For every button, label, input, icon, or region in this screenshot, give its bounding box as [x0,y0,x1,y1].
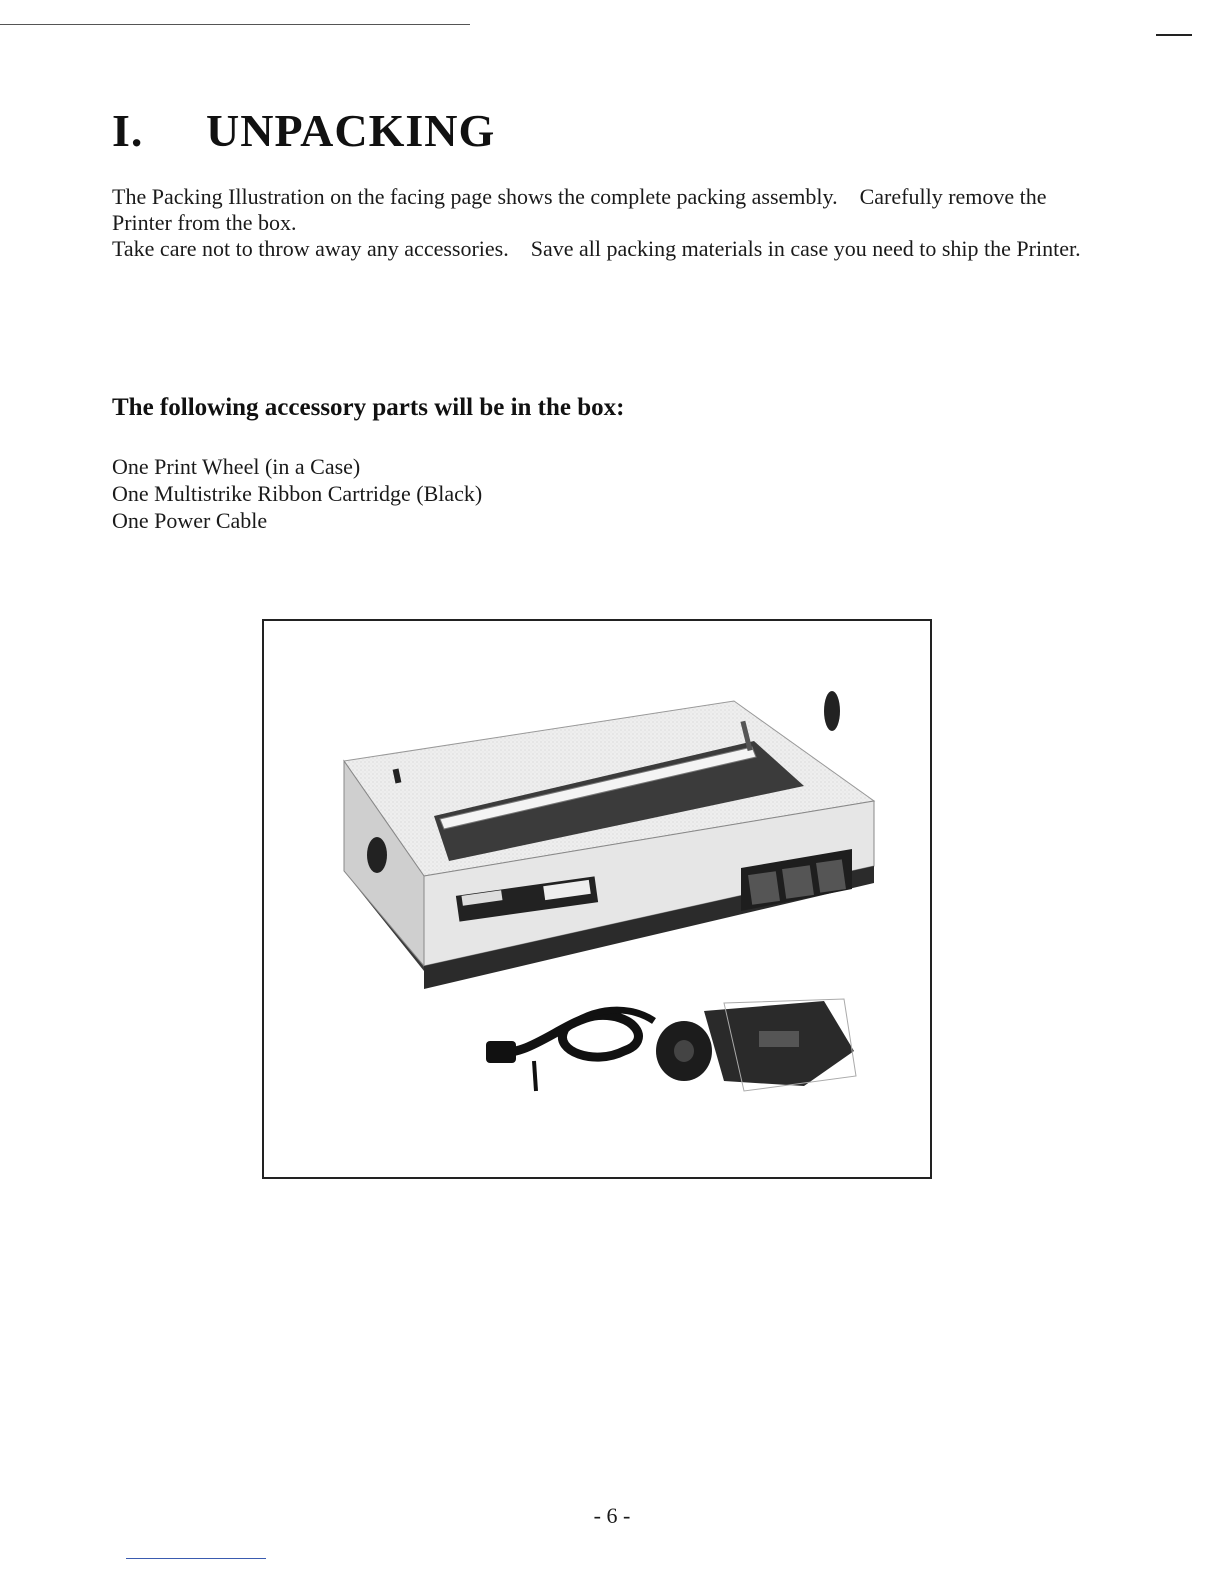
scan-artifact-mark [1156,34,1192,36]
page-number: - 6 - [593,1503,631,1528]
scan-artifact-line [126,1558,266,1559]
intro-sentence: Carefully remove the Printer from the box. [112,184,1047,235]
printer-photo-icon [264,621,930,1177]
intro-paragraph-2 [112,236,1102,262]
accessories-heading: The following accessory parts will be in the box: [112,394,625,421]
section-number: I. [112,105,144,156]
intro-sentence: Save all packing materials in case you need to ship the Printer. [530,236,1081,261]
intro-sentence: Take care not to throw away any accessories. [112,236,509,261]
section-title [112,104,495,157]
accessory-list [112,453,482,534]
intro-sentence: The Packing Illustration on the facing page shows the complete packing assembly. [112,184,838,209]
list-item: One Power Cable [112,508,268,533]
section-title-text: UNPACKING [206,105,496,156]
list-item: One Print Wheel (in a Case) [112,454,361,479]
intro-paragraph-1 [112,184,1102,236]
printer-figure [262,619,932,1179]
intro-text [112,184,1102,262]
list-item: One Multistrike Ribbon Cartridge (Black) [112,481,483,506]
scan-artifact-line [0,24,470,25]
